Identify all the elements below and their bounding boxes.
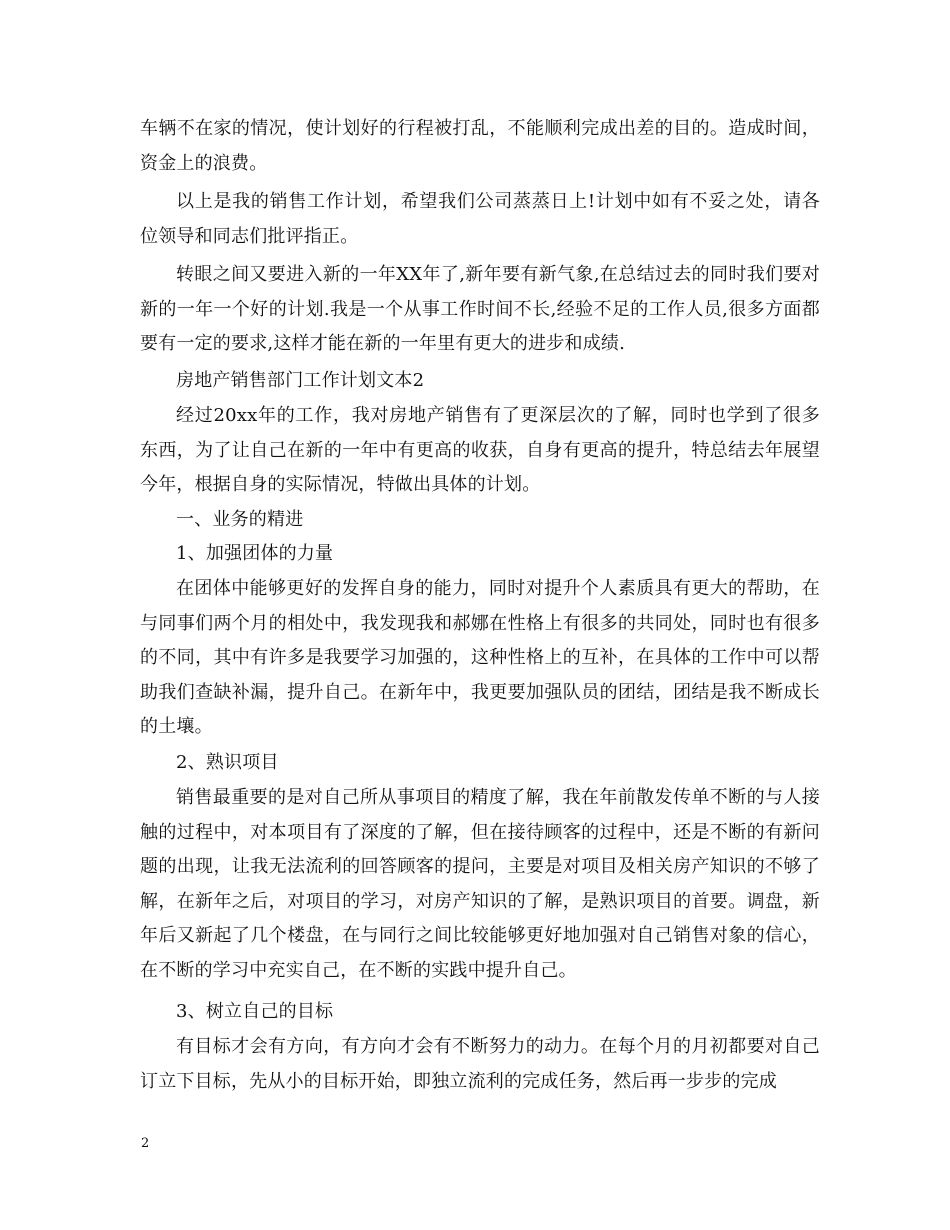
paragraph-plan-closing: 以上是我的销售工作计划，希望我们公司蒸蒸日上!计划中如有不妥之处，请各位领导和同志们批评指正。 xyxy=(140,191,820,247)
paragraph-project: 销售最重要的是对自己所从事项目的精度了解，我在年前散发传单不断的与人接触的过程中，对本项目有了深度的了解，但在接待顾客的过程中，还是不断的有新问题的出现，让我无法流利的回答顾客的提问，主要是对项目及相关房产知识的不够了解，在新年之后，对项目的学习，对房产知识的了解，是熟识项目的首要。调盘，新年后又新起了几个楼盘，在与同行之间比较能够更好地加强对自己销售对象的信心，在不断的学习中充实自己，在不断的实践中提升自己。 xyxy=(140,787,820,981)
page-number: 2 xyxy=(141,1136,150,1151)
heading-set-goals: 3、树立自己的目标 xyxy=(176,1001,334,1022)
paragraph-team: 在团体中能够更好的发挥自身的能力，同时对提升个人素质具有更大的帮助，在与同事们两个月的相处中，我发现我和郝娜在性格上有很多的共同处，同时也有很多的不同，其中有许多是我要学习加强的，这种性格上的互补，在具体的工作中可以帮助我们查缺补漏，提升自己。在新年中，我更要加强队员的团结，团结是我不断成长的土壤。 xyxy=(140,578,820,738)
heading-business-advance: 一、业务的精进 xyxy=(176,509,304,530)
heading-team-strength: 1、加强团体的力量 xyxy=(176,543,334,564)
paragraph-intro: 经过20xx年的工作，我对房地产销售有了更深层次的了解，同时也学到了很多东西，为了让自己在新的一年中有更高的收获，自身有更高的提升，特总结去年展望今年，根据自身的实际情况，特做出具体的计划。 xyxy=(140,405,820,496)
section-title: 房地产销售部门工作计划文本2 xyxy=(176,370,425,391)
paragraph-new-year: 转眼之间又要进入新的一年XX年了,新年要有新气象,在总结过去的同时我们要对新的一年一个好的计划.我是一个从事工作时间不长,经验不足的工作人员,很多方面都要有一定的要求,这样才能在新的一年里有更大的进步和成绩. xyxy=(140,264,820,355)
paragraph-goals: 有目标才会有方向，有方向才会有不断努力的动力。在每个月的月初都要对自己订立下目标，先从小的目标开始，即独立流利的完成任务，然后再一步步的完成 xyxy=(140,1036,820,1092)
heading-know-project: 2、熟识项目 xyxy=(176,752,279,773)
paragraph-travel-waste: 车辆不在家的情况，使计划好的行程被打乱，不能顺利完成出差的目的。造成时间，资金上的浪费。 xyxy=(140,118,820,174)
